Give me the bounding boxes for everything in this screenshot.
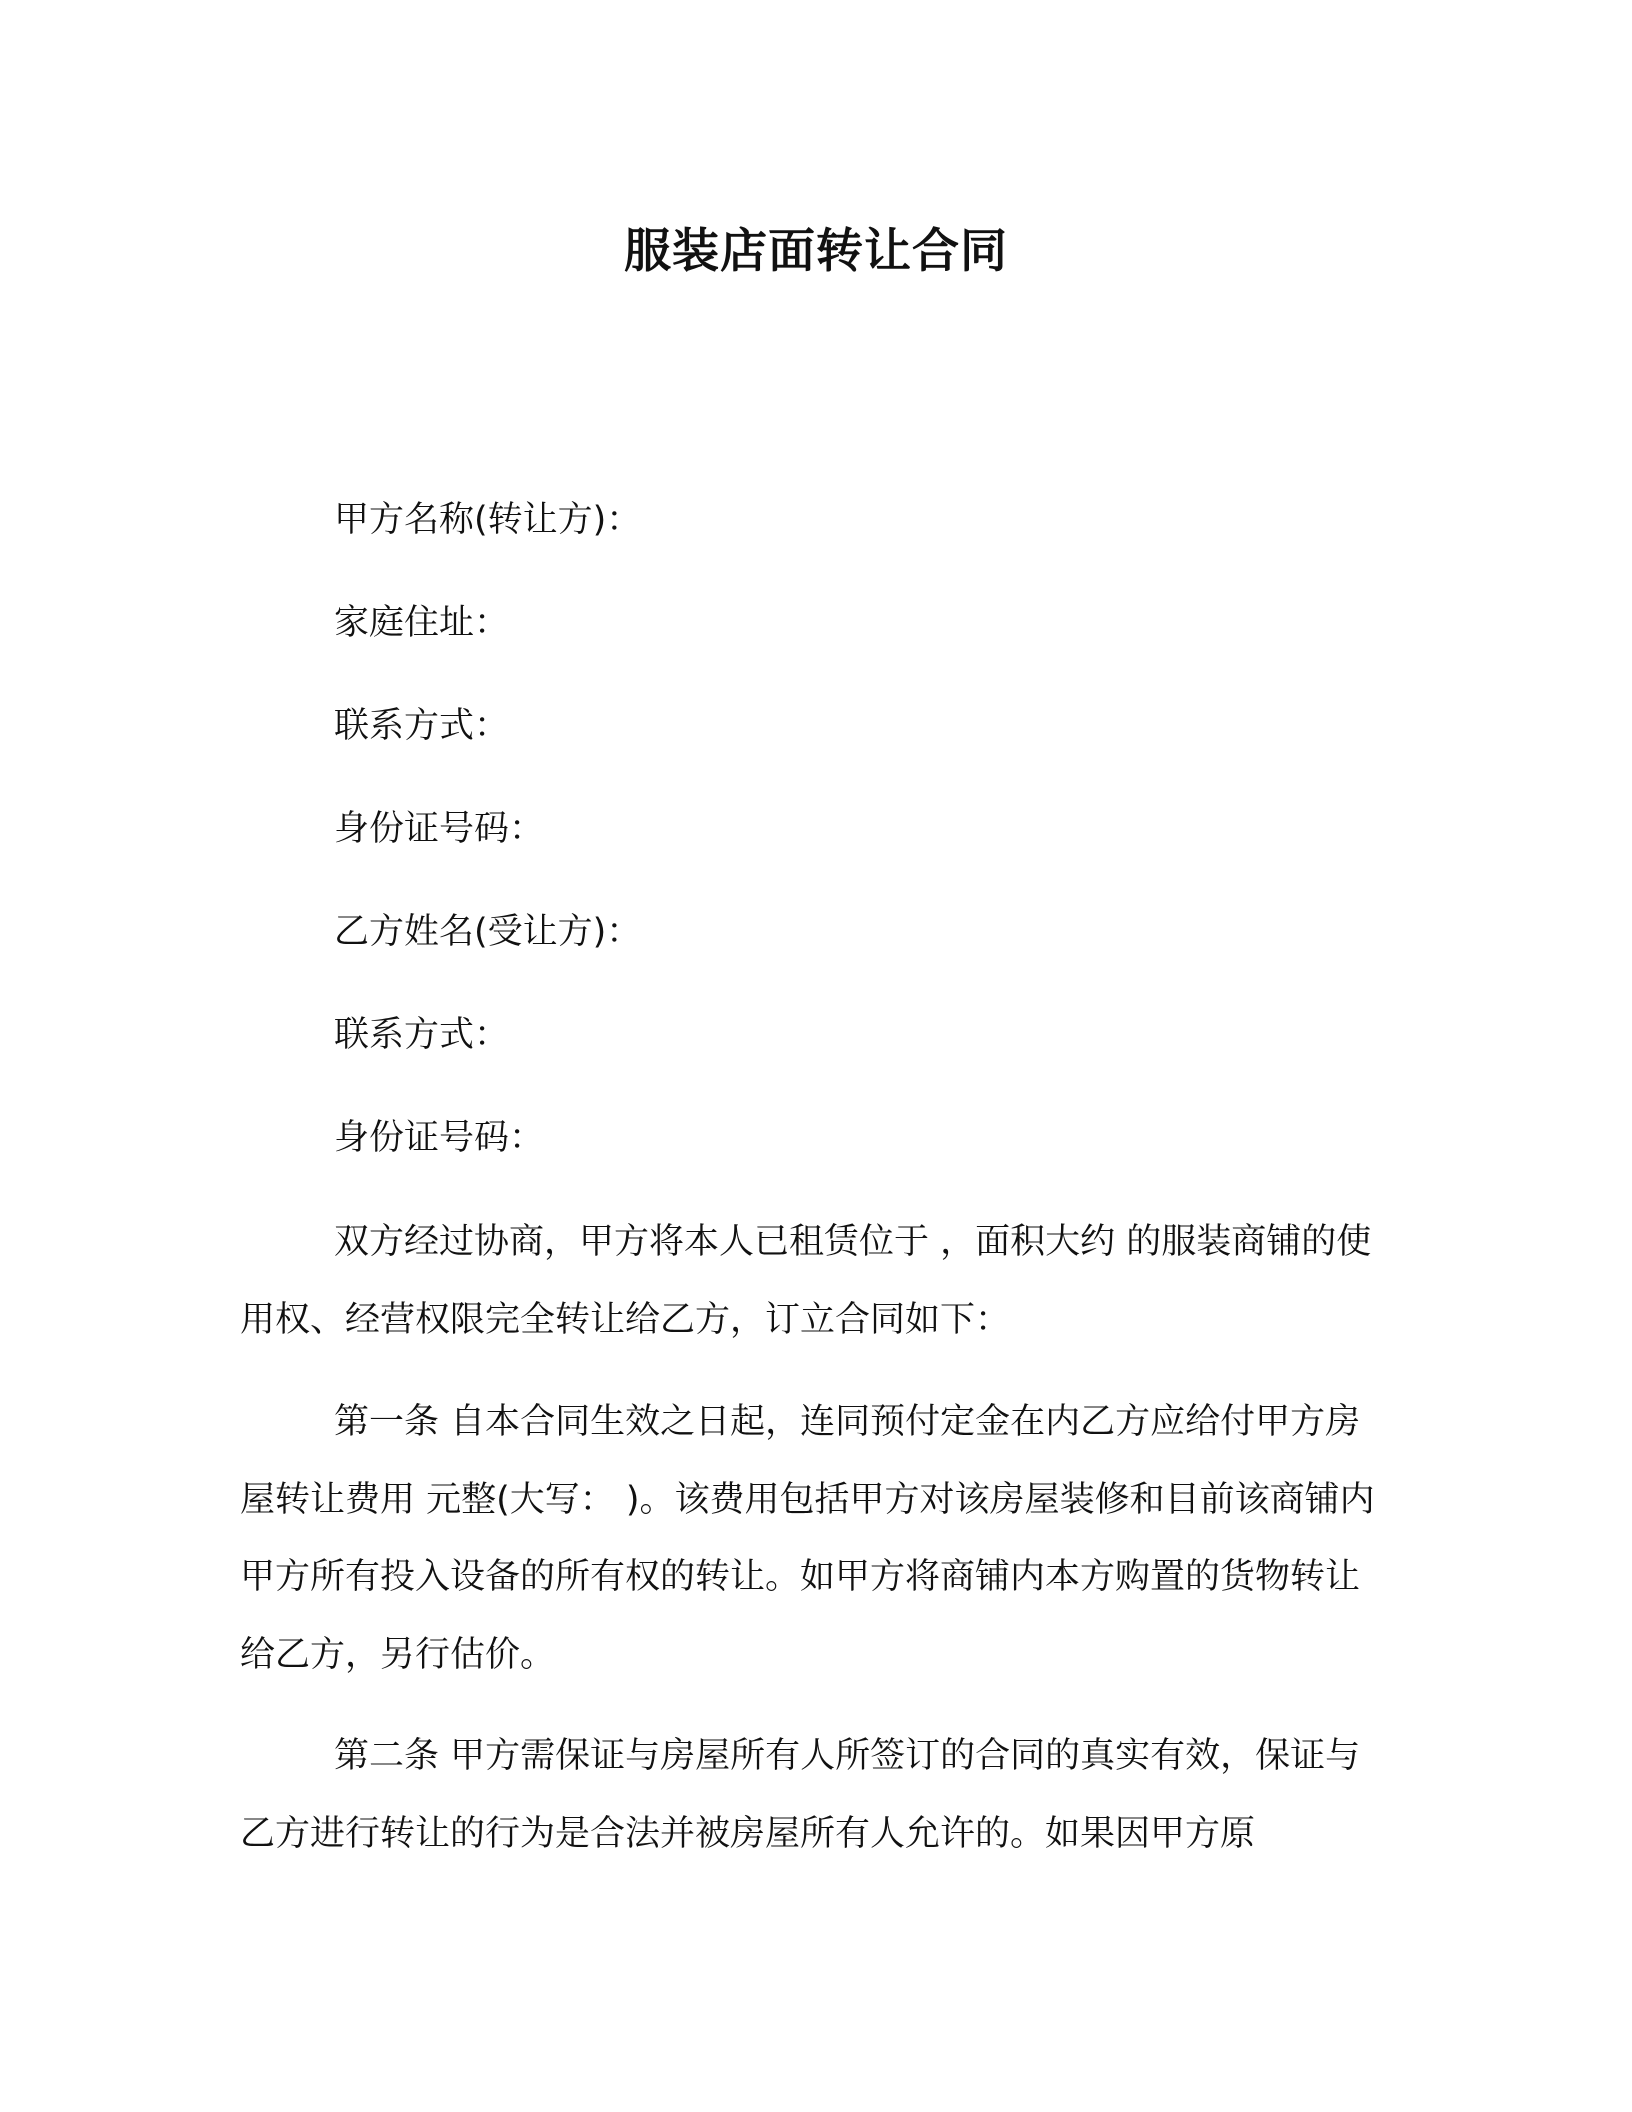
intro-paragraph: 双方经过协商，甲方将本人已租赁位于 ，面积大约 的服装商铺的使用权、经营权限完全转让给乙方，订立合同如下：	[240, 1222, 1372, 1340]
party-a-id-field: 身份证号码：	[334, 809, 545, 849]
party-b-contact-field: 联系方式：	[334, 1015, 510, 1055]
article-1-paragraph: 第一条 自本合同生效之日起，连同预付定金在内乙方应给付甲方房屋转让费用 元整(大写： )。该费用包括甲方对该房屋装修和目前该商铺内甲方所有投入设备的所有权的转让。如甲方将商铺内本方购置的货物转让给乙方，另行估价。	[240, 1402, 1375, 1675]
party-b-name-field: 乙方姓名(受让方)：	[334, 912, 642, 952]
party-b-id-field: 身份证号码：	[334, 1118, 545, 1158]
party-a-address-field: 家庭住址：	[334, 603, 510, 643]
party-a-contact-field: 联系方式：	[334, 706, 510, 746]
article-2-paragraph: 第二条 甲方需保证与房屋所有人所签订的合同的真实有效，保证与乙方进行转让的行为是合法并被房屋所有人允许的。如果因甲方原	[240, 1736, 1361, 1854]
document-title: 服装店面转让合同	[624, 224, 1008, 279]
party-a-name-field: 甲方名称(转让方)：	[334, 500, 642, 540]
